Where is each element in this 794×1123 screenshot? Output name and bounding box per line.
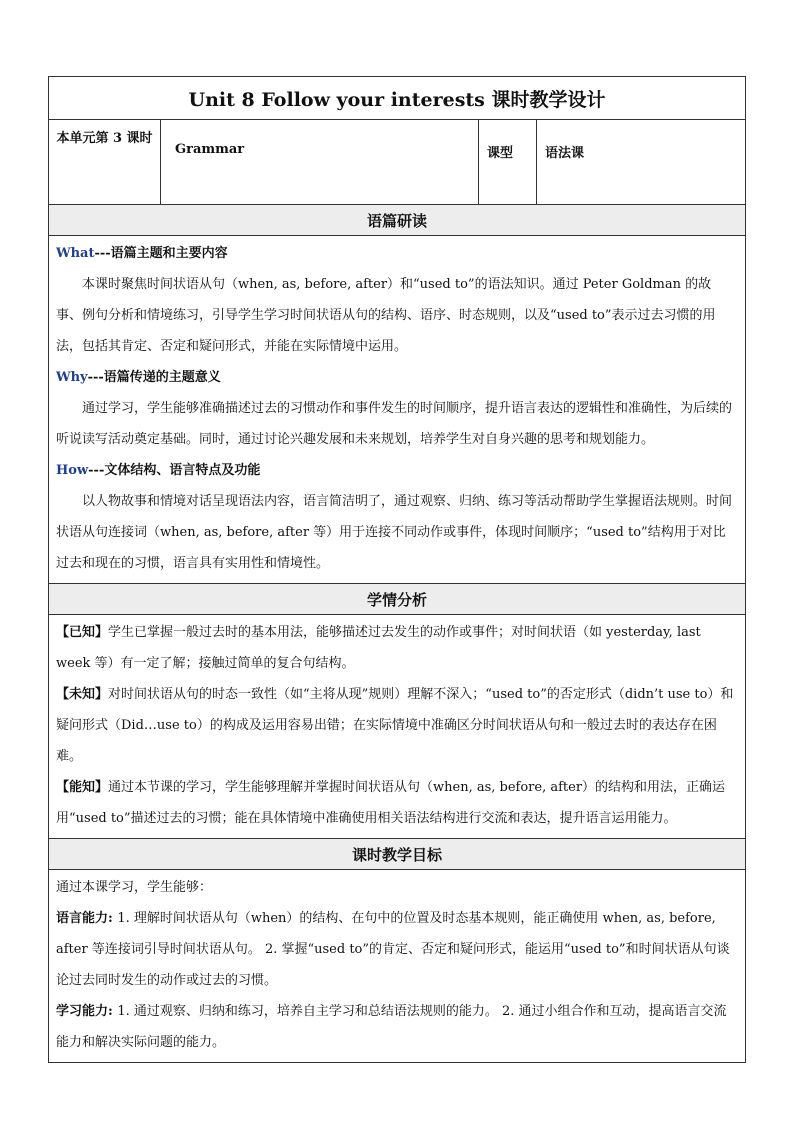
- learning-ability-label: 学习能力:: [56, 1004, 118, 1019]
- lesson-plan-page: [48, 76, 745, 1063]
- learning-ability-paragraph: [56, 996, 737, 1058]
- language-ability-paragraph: [56, 903, 737, 996]
- why-title: ---语篇传递的主题意义: [87, 370, 221, 385]
- section-heading-analysis: 学情分析: [49, 584, 746, 615]
- learning-ability-text: 1. 通过观察、归纳和练习，培养自主学习和总结语法规则的能力。 2. 通过小组合作和互动，提高语言交流能力和解决实际问题的能力。: [56, 1004, 727, 1050]
- lesson-plan-table: [48, 76, 746, 1063]
- how-text: 以人物故事和情境对话呈现语法内容，语言简洁明了，通过观察、归纳、练习等活动帮助学生掌握语法规则。时间状语从句连接词（when, as, before, after 等）用于连接不同动作或事件，体现时间顺序；“used to”结构用于对比过去和现在的习惯，语言具有实用性和情境性。: [56, 494, 733, 571]
- objectives-intro: 通过本课学习，学生能够：: [56, 880, 213, 895]
- type-value: 语法课: [537, 120, 746, 205]
- topic-value: Grammar: [161, 120, 479, 205]
- known-text: 学生已掌握一般过去时的基本用法，能够描述过去发生的动作或事件；对时间状语（如 yesterday, last week 等）有一定了解；接触过简单的复合句结构。: [56, 625, 701, 671]
- unknown-text: 对时间状语从句的时态一致性（如“主将从现”规则）理解不深入；“used to”的否定形式（didn’t use to）和疑问形式（Did…use to）的构成及运用容易出错；在实际情境中准确区分时间状语从句和一般过去时的表达存在困难。: [56, 687, 734, 764]
- reading-content: [49, 236, 746, 584]
- what-title: ---语篇主题和主要内容: [94, 246, 228, 261]
- known-label: 【已知】: [56, 625, 109, 640]
- what-heading: [56, 238, 737, 269]
- type-label: 课型: [479, 120, 537, 205]
- unknown-paragraph: [56, 679, 737, 772]
- what-text: 本课时聚焦时间状语从句（when, as, before, after）和“used to”的语法知识。通过 Peter Goldman 的故事、例句分析和情境练习，引导学生学习时间状语从句的结构、语序、时态规则，以及“used to”表示过去习惯的用法，包括其肯定、否定和疑问形式，并能在实际情境中运用。: [56, 277, 716, 354]
- section-heading-reading: 语篇研读: [49, 205, 746, 236]
- language-ability-text: 1. 理解时间状语从句（when）的结构、在句中的位置及时态基本规则，能正确使用 when, as, before, after 等连接词引导时间状语从句。 2. 掌握“used to”的肯定、否定和疑问形式，能运用“used to”和时间状语从句谈论过去同时发生的动作或过去的习惯。: [56, 911, 730, 988]
- why-text: 通过学习，学生能够准确描述过去的习惯动作和事件发生的时间顺序，提升语言表达的逻辑性和准确性，为后续的听说读写活动奠定基础。同时，通过讨论兴趣发展和未来规划，培养学生对自身兴趣的思考和规划能力。: [56, 401, 733, 447]
- document-title: Unit 8 Follow your interests 课时教学设计: [49, 77, 746, 120]
- what-en: What: [56, 246, 95, 261]
- analysis-content: [49, 615, 746, 839]
- why-en: Why: [56, 370, 88, 385]
- unknown-label: 【未知】: [56, 687, 109, 702]
- language-ability-label: 语言能力:: [56, 911, 118, 926]
- why-heading: [56, 362, 737, 393]
- known-paragraph: [56, 617, 737, 679]
- how-en: How: [56, 463, 89, 478]
- objectives-content: [49, 870, 746, 1063]
- how-title: ---文体结构、语言特点及功能: [88, 463, 261, 478]
- able-text: 通过本节课的学习，学生能够理解并掌握时间状语从句（when, as, before, after）的结构和用法，正确运用“used to”描述过去的习惯；能在具体情境中准确使用相关语法结构进行交流和表达，提升语言运用能力。: [56, 780, 726, 826]
- able-label: 【能知】: [56, 780, 109, 795]
- period-label: 本单元第 3 课时: [49, 120, 161, 205]
- how-heading: [56, 455, 737, 486]
- section-heading-objectives: 课时教学目标: [49, 839, 746, 870]
- able-paragraph: [56, 772, 737, 834]
